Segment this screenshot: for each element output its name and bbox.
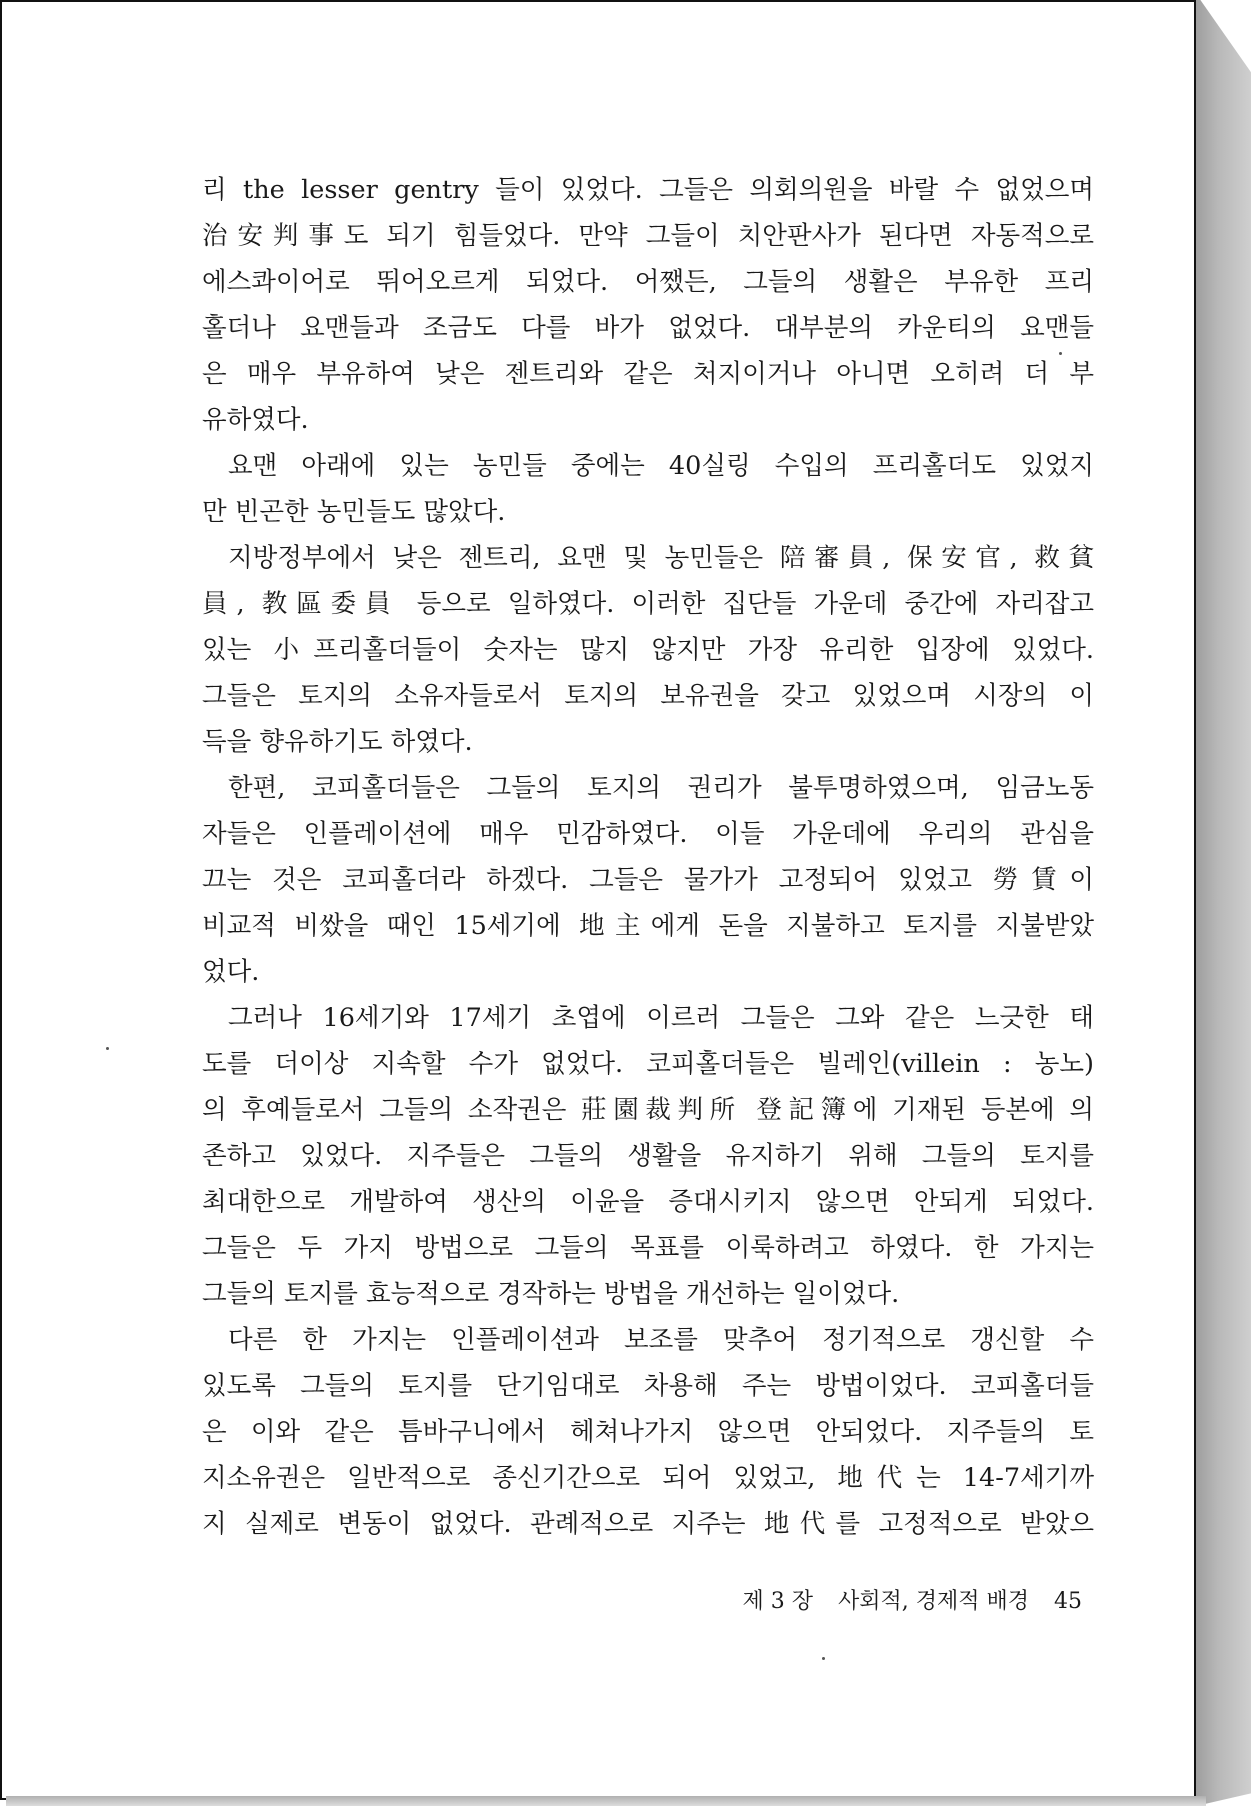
body-text: [202, 167, 1094, 1547]
text-line: 한편, 코피홀더들은 그들의 토지의 권리가 불투명하였으며, 임금노동: [228, 773, 1094, 803]
text-line: 그들은 두 가지 방법으로 그들의 목표를 이룩하려고 하였다. 한 가지는: [202, 1233, 1094, 1263]
text-line: 지소유권은 일반적으로 종신기간으로 되어 있었고, 地代는 14-7세기까: [202, 1463, 1094, 1493]
text-line: 홀더나 요맨들과 조금도 다를 바가 없었다. 대부분의 카운티의 요맨들: [202, 313, 1094, 343]
scan-speck: [822, 1657, 825, 1660]
text-line: 존하고 있었다. 지주들은 그들의 생활을 유지하기 위해 그들의 토지를: [202, 1141, 1094, 1171]
running-footer: [702, 1584, 1082, 1615]
text-line: 지방정부에서 낮은 젠트리, 요맨 및 농민들은 陪審員, 保安官, 救貧: [228, 543, 1094, 573]
text-line: 유하였다.: [202, 405, 309, 435]
text-line: 도를 더이상 지속할 수가 없었다. 코피홀더들은 빌레인(villein : 농노): [202, 1049, 1094, 1079]
text-line: 리 the lesser gentry 들이 있었다. 그들은 의회의원을 바랄 수 없었으며: [202, 175, 1094, 205]
scan-speck: [106, 1047, 109, 1050]
page-edge-bottom: [6, 1796, 1206, 1806]
text-line: 있도록 그들의 토지를 단기임대로 차용해 주는 방법이었다. 코피홀더들: [202, 1371, 1094, 1401]
text-line: 득을 향유하기도 하였다.: [202, 727, 473, 757]
text-line: 은 이와 같은 틈바구니에서 헤쳐나가지 않으면 안되었다. 지주들의 토: [202, 1417, 1094, 1447]
text-line: 지 실제로 변동이 없었다. 관례적으로 지주는 地代를 고정적으로 받았으: [202, 1509, 1094, 1539]
text-line: 治安判事도 되기 힘들었다. 만약 그들이 치안판사가 된다면 자동적으로: [202, 221, 1094, 251]
page-number: 45: [1054, 1589, 1082, 1614]
text-line: 員, 教區委員 등으로 일하였다. 이러한 집단들 가운데 중간에 자리잡고: [202, 589, 1094, 619]
text-line: 있는 小프리홀더들이 숫자는 많지 않지만 가장 유리한 입장에 있었다.: [202, 635, 1094, 665]
scan-speck: [1059, 352, 1062, 355]
text-line: 다른 한 가지는 인플레이션과 보조를 맞추어 정기적으로 갱신할 수: [228, 1325, 1094, 1355]
text-line: 은 매우 부유하여 낮은 젠트리와 같은 처지이거나 아니면 오히려 더 부: [202, 359, 1094, 389]
text-line: 그러나 16세기와 17세기 초엽에 이르러 그들은 그와 같은 느긋한 태: [228, 1003, 1094, 1033]
text-line: 만 빈곤한 농민들도 많았다.: [202, 497, 506, 527]
text-line: 자들은 인플레이션에 매우 민감하였다. 이들 가운데에 우리의 관심을: [202, 819, 1094, 849]
text-line: 요맨 아래에 있는 농민들 중에는 40실링 수입의 프리홀더도 있었지: [228, 451, 1094, 481]
text-line: 끄는 것은 코피홀더라 하겠다. 그들은 물가가 고정되어 있었고 勞賃이: [202, 865, 1094, 895]
text-line: 그들은 토지의 소유자들로서 토지의 보유권을 갖고 있었으며 시장의 이: [202, 681, 1094, 711]
page-edge-right: [1196, 0, 1251, 1806]
text-line: 그들의 토지를 효능적으로 경작하는 방법을 개선하는 일이었다.: [202, 1279, 900, 1309]
text-line: 의 후예들로서 그들의 소작권은 莊園裁判所 登記簿에 기재된 등본에 의: [202, 1095, 1094, 1125]
text-line: 에스콰이어로 뛰어오르게 되었다. 어쨌든, 그들의 생활은 부유한 프리: [202, 267, 1094, 297]
text-line: 비교적 비쌌을 때인 15세기에 地主에게 돈을 지불하고 토지를 지불받았: [202, 911, 1094, 941]
chapter-number: 제 3 장: [742, 1589, 813, 1614]
text-line: 최대한으로 개발하여 생산의 이윤을 증대시키지 않으면 안되게 되었다.: [202, 1187, 1094, 1217]
text-line: 었다.: [202, 957, 260, 987]
chapter-title: 사회적, 경제적 배경: [838, 1589, 1029, 1614]
